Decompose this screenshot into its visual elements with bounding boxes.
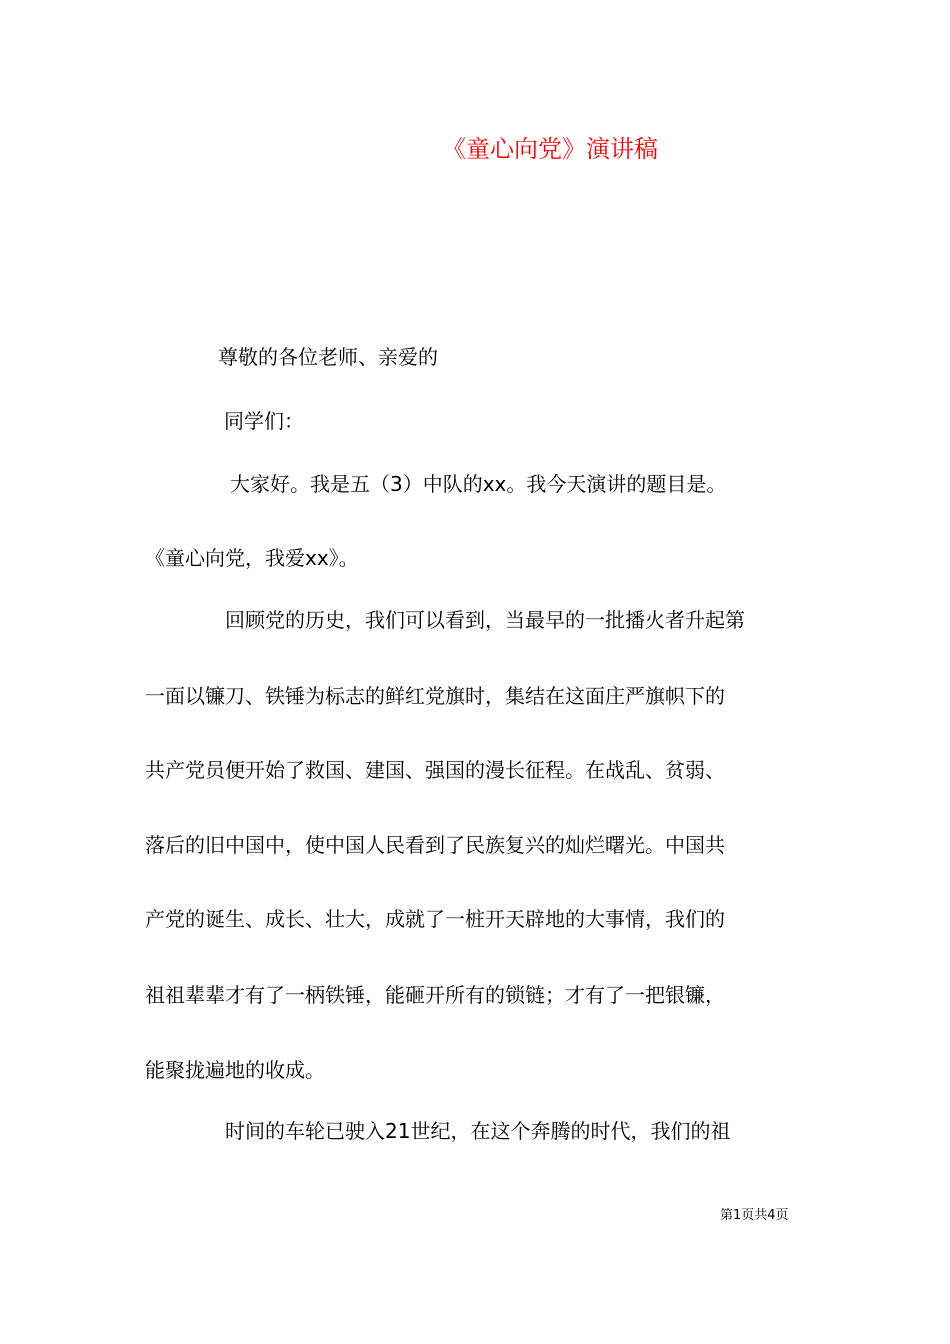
paragraph-line: 祖祖辈辈才有了一柄铁锤，能砸开所有的锁链；才有了一把银镰，	[145, 983, 725, 1007]
paragraph-line: 落后的旧中国中，使中国人民看到了民族复兴的灿烂曙光。中国共	[145, 833, 725, 857]
paragraph-line: 时间的车轮已驶入21世纪，在这个奔腾的时代，我们的祖	[225, 1119, 731, 1143]
document-title: 《童心向党》演讲稿	[442, 135, 658, 163]
paragraph-line: 同学们：	[224, 409, 304, 433]
paragraph-line: 《童心向党，我爱xx》。	[145, 546, 359, 570]
page-footer: 第1页共4页	[720, 1208, 789, 1223]
paragraph-line: 回顾党的历史，我们可以看到，当最早的一批播火者升起第	[225, 608, 745, 632]
paragraph-line: 产党的诞生、成长、壮大，成就了一桩开天辟地的大事情，我们的	[145, 907, 725, 931]
paragraph-line: 能聚拢遍地的收成。	[145, 1058, 325, 1082]
paragraph-line: 共产党员便开始了救国、建国、强国的漫长征程。在战乱、贫弱、	[145, 758, 725, 782]
paragraph-line: 一面以镰刀、铁锤为标志的鲜红党旗时，集结在这面庄严旗帜下的	[145, 684, 725, 708]
paragraph-line: 尊敬的各位老师、亲爱的	[218, 345, 438, 369]
paragraph-line: 大家好。我是五（3）中队的xx。我今天演讲的题目是。	[230, 472, 727, 496]
